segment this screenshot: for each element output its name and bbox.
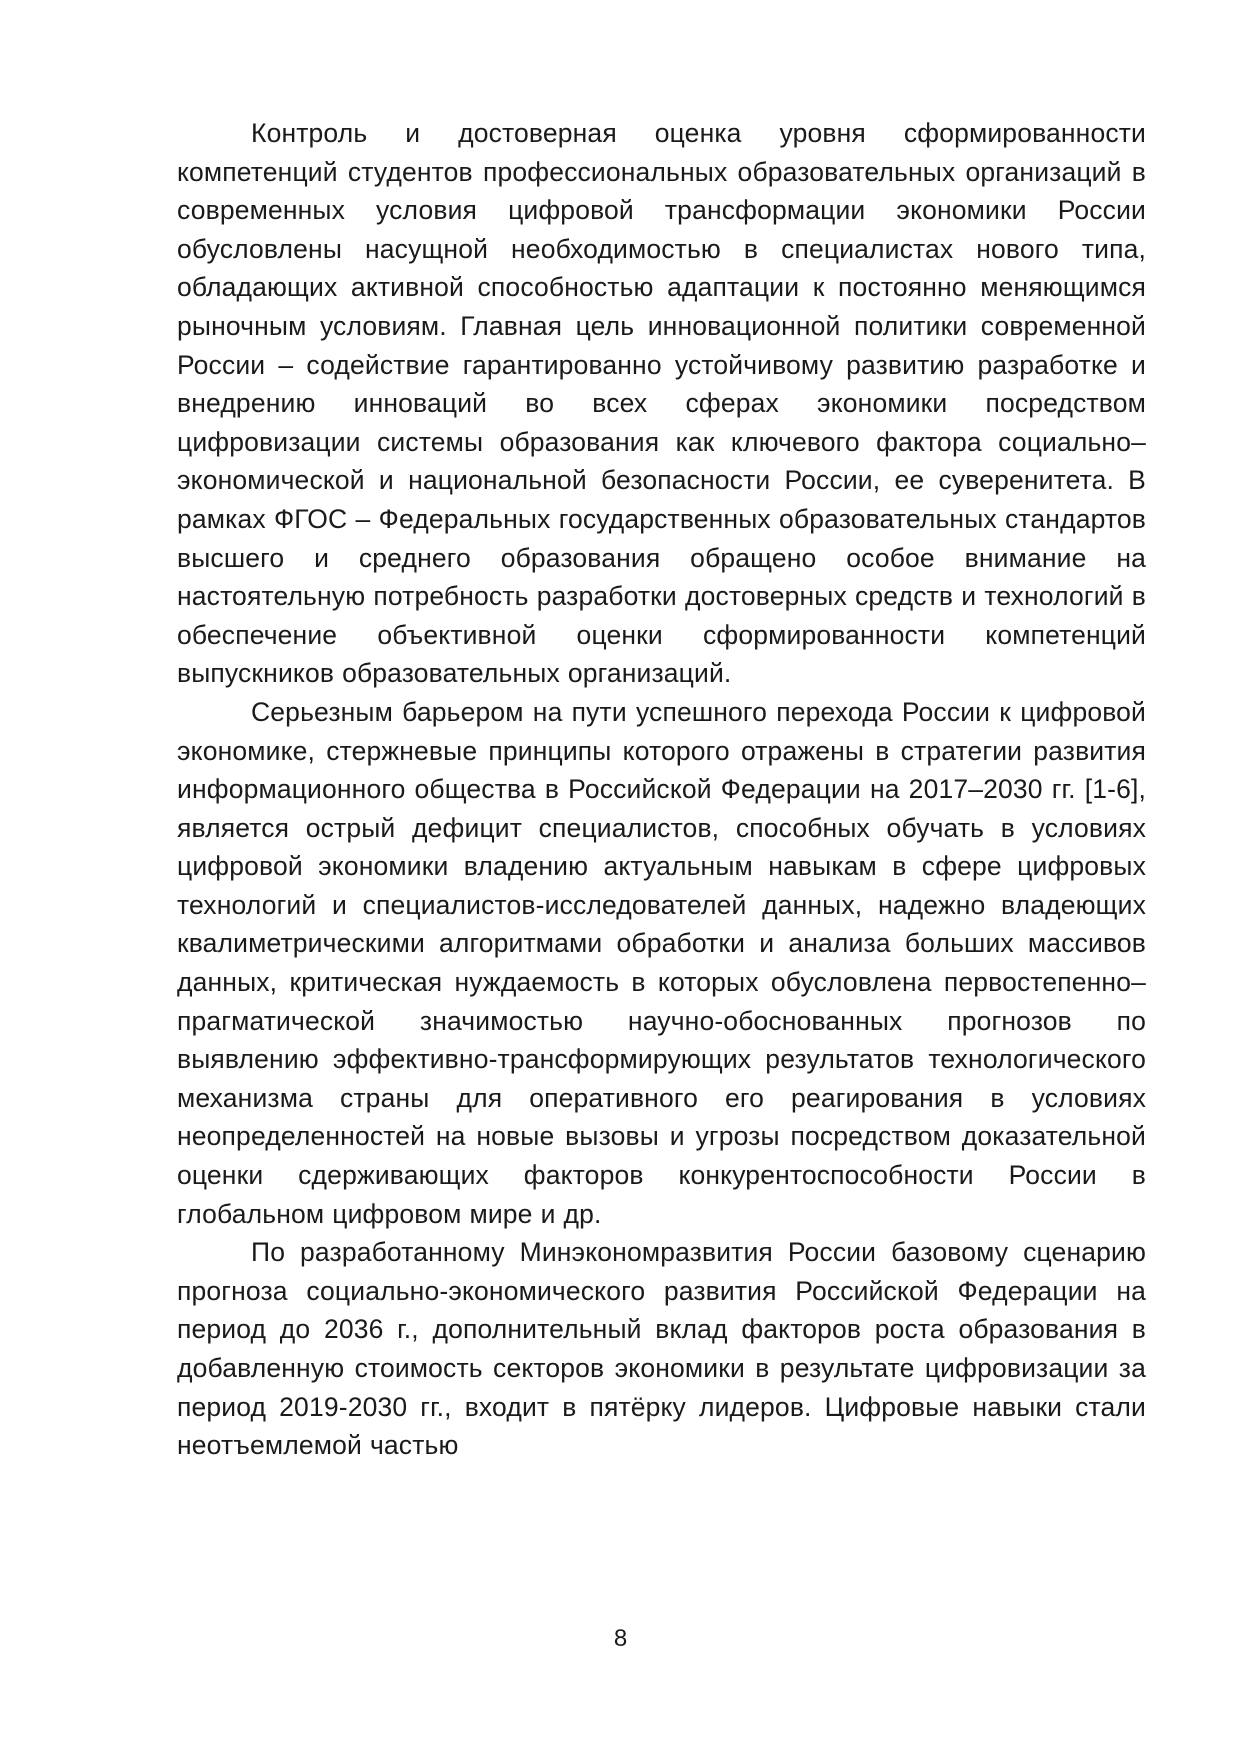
- paragraph-1: Контроль и достоверная оценка уровня сформированности компетенций студентов профессиональных образовательных организаций в современных условия цифровой трансформации экономики России обусловлены насущной необходимостью в специалистах нового типа, обладающих активной способностью адаптации к постоянно меняющимся рыночным условиям. Главная цель инновационной политики современной России – содействие гарантированно устойчивому развитию разработке и внедрению инноваций во всех сферах экономики посредством цифровизации системы образования как ключевого фактора социально–экономической и национальной безопасности России, ее суверенитета. В рамках ФГОС – Федеральных государственных образовательных стандартов высшего и среднего образования обращено особое внимание на настоятельную потребность разработки достоверных средств и технологий в обеспечение объективной оценки сформированности компетенций выпускников образовательных организаций.: [177, 118, 1146, 689]
- page-number: 8: [613, 1625, 628, 1652]
- paragraph-3: По разработанному Минэкономразвития России базовому сценарию прогноза социально-экономического развития Российской Федерации на период до 2036 г., дополнительный вклад факторов роста образования в добавленную стоимость секторов экономики в результате цифровизации за период 2019-2030 гг., входит в пятёрку лидеров. Цифровые навыки стали неотъемлемой частью: [177, 1237, 1146, 1461]
- body-text: [177, 114, 1146, 1465]
- paragraph-2: Серьезным барьером на пути успешного перехода России к цифровой экономике, стержневые принципы которого отражены в стратегии развития информационного общества в Российской Федерации на 2017–2030 гг. [1-6], является острый дефицит специалистов, способных обучать в условиях цифровой экономики владению актуальным навыкам в сфере цифровых технологий и специалистов-исследователей данных, надежно владеющих квалиметрическими алгоритмами обработки и анализа больших массивов данных, критическая нуждаемость в которых обусловлена первостепенно–прагматической значимостью научно-обоснованных прогнозов по выявлению эффективно-трансформирующих результатов технологического механизма страны для оперативного его реагирования в условиях неопределенностей на новые вызовы и угрозы посредством доказательной оценки сдерживающих факторов конкурентоспособности России в глобальном цифровом мире и др.: [177, 696, 1146, 1229]
